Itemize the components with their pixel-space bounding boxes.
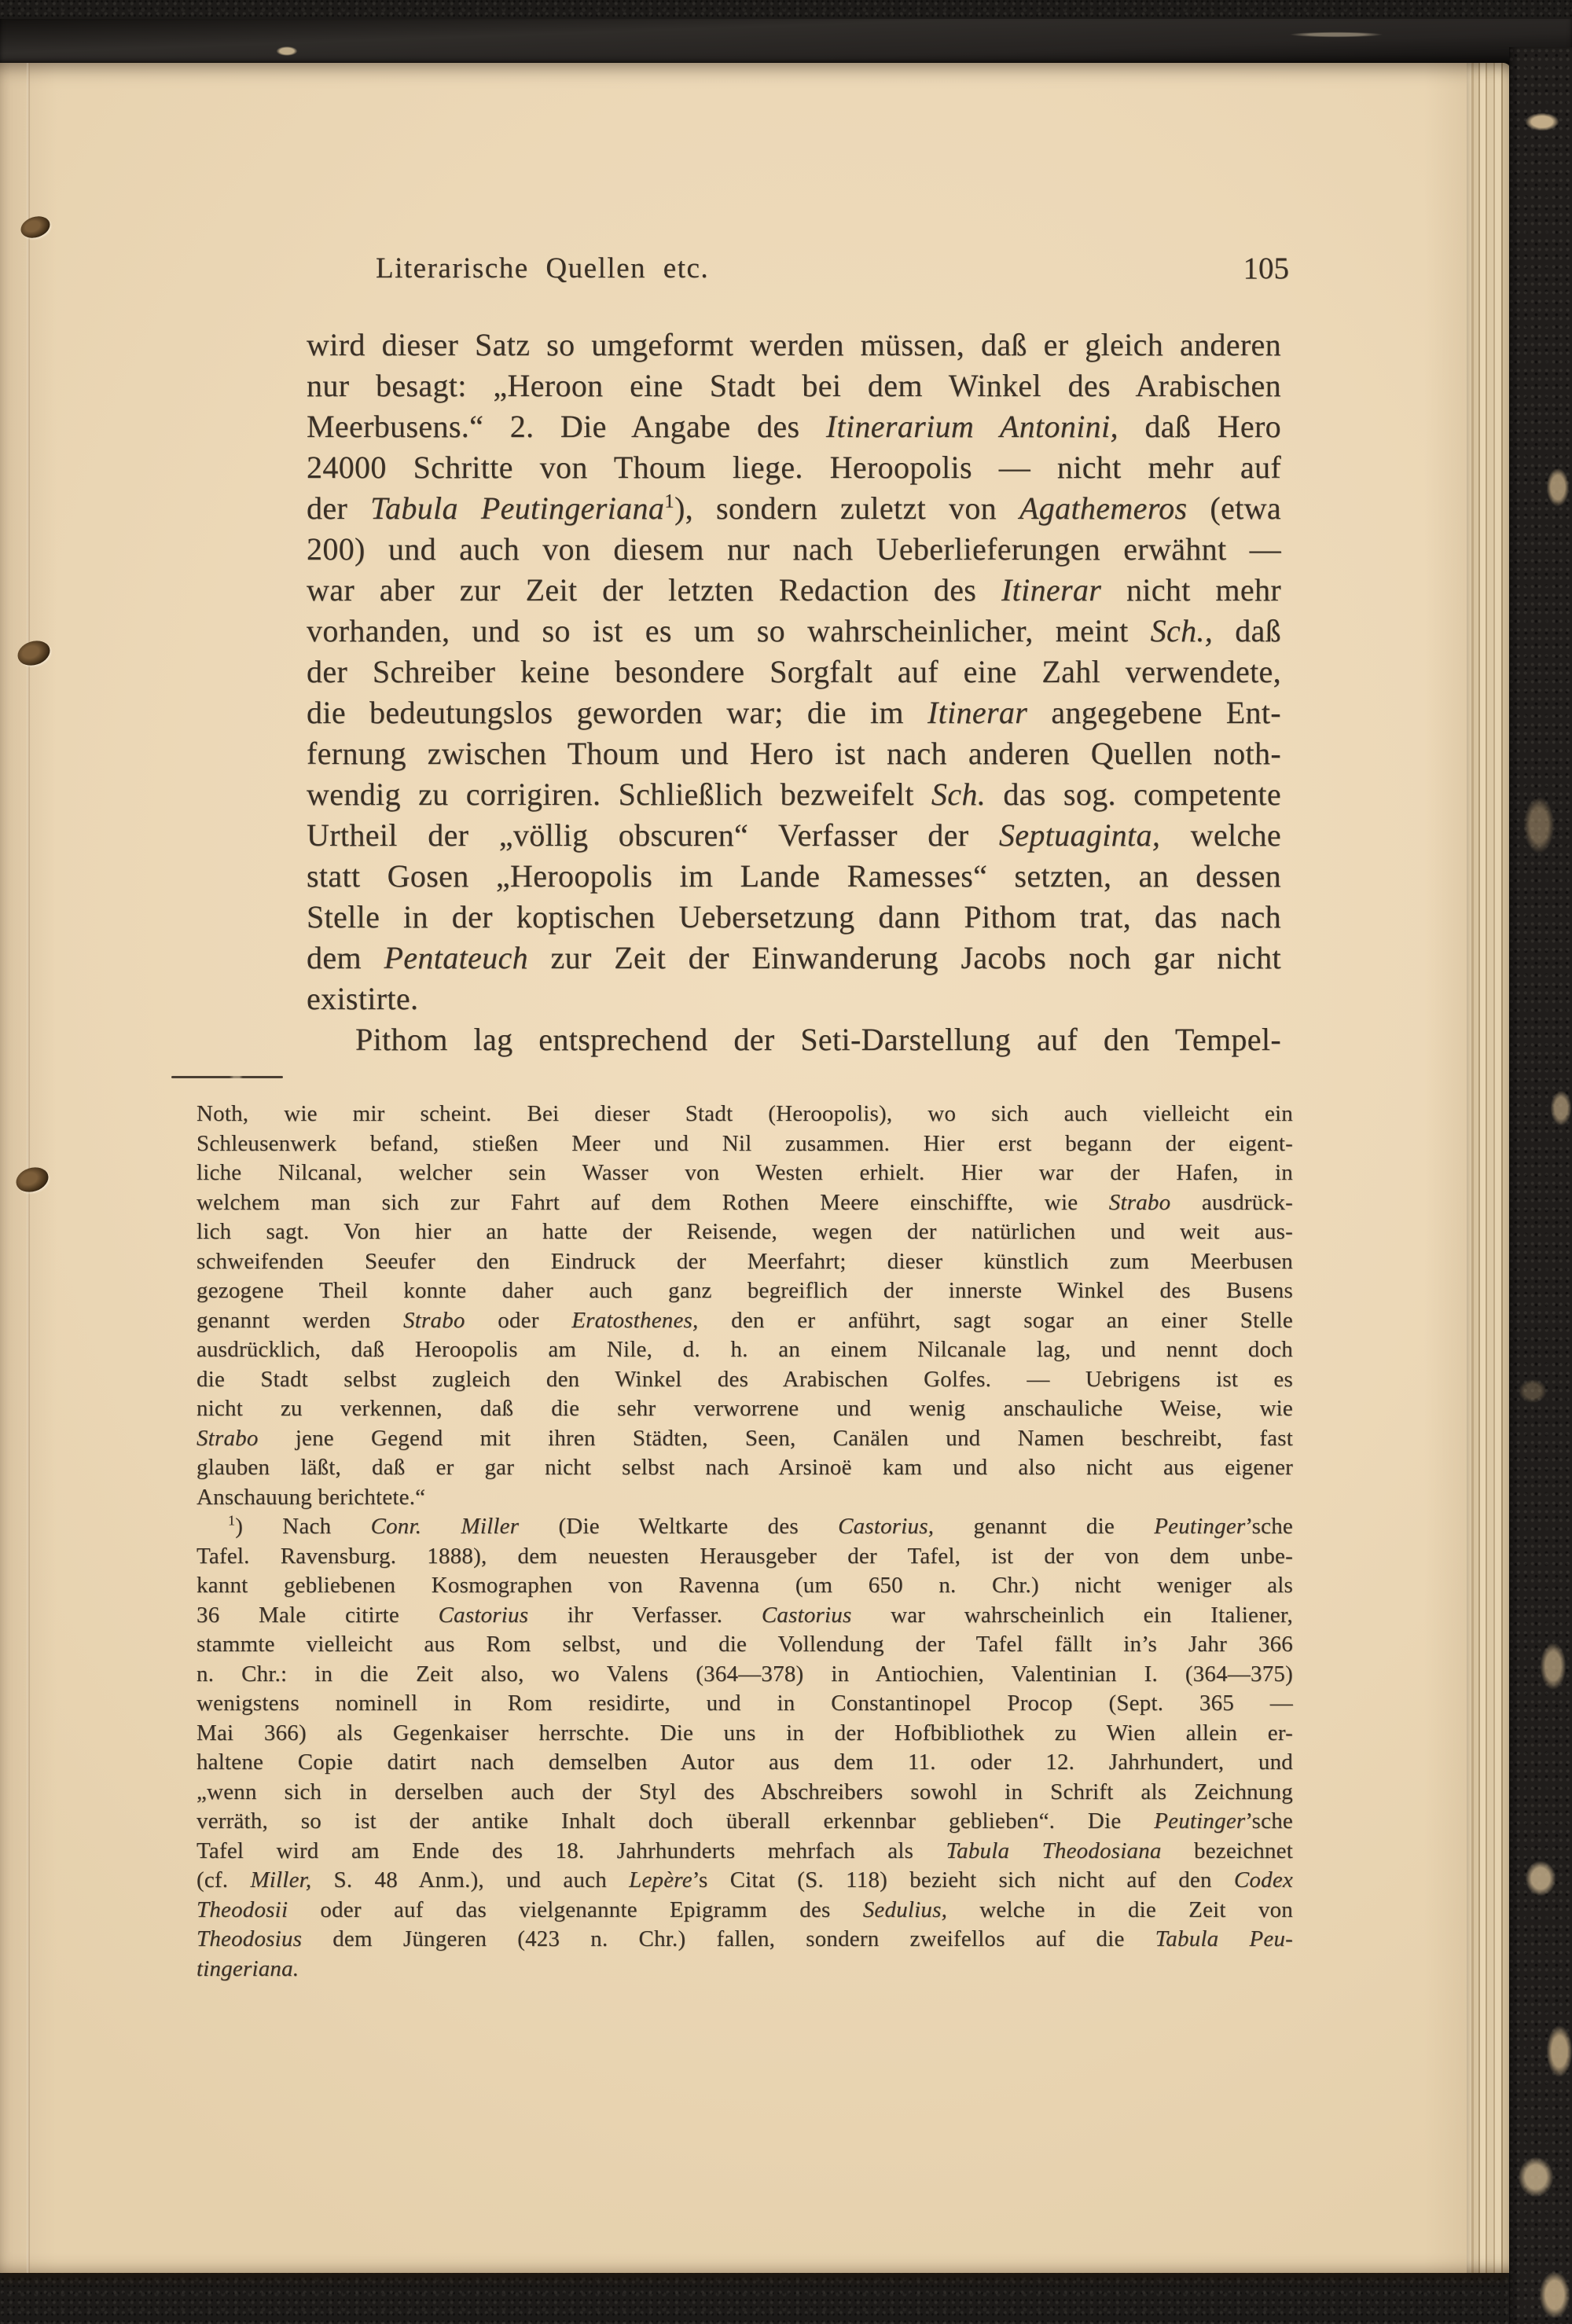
text-line: nur besagt: „Heroon eine Stadt bei dem Winkel des Arabischen [307,368,1281,403]
text-line: Anschauung berichtete.“ [196,1484,426,1510]
main-text [307,325,1281,1060]
text-line: wendig zu corrigiren. Schließlich bezweifelt Sch. das sog. competente [307,777,1281,812]
text-line: n. Chr.: in die Zeit also, wo Valens (364—378) in Antiochien, Valentinian I. (364—375) [196,1661,1293,1687]
text-line: Schleusenwerk befand, stießen Meer und Nil zusammen. Hier erst begann der eigent- [196,1130,1293,1156]
text-line: stammte vielleicht aus Rom selbst, und die Vollendung der Tafel fällt in’s Jahr 366 [196,1632,1293,1657]
text-line: nicht zu verkennen, daß die sehr verworrene und wenig anschauliche Weise, wie [196,1396,1293,1421]
text-line: Tafel. Ravensburg. 1888), dem neuesten Herausgeber der Tafel, ist der von dem unbe- [196,1543,1293,1569]
text-line: 24000 Schritte von Thoum liege. Heroopolis — nicht mehr auf [307,450,1281,485]
text-line: ausdrücklich, daß Heroopolis am Nile, d. h. an einem Nilcanale lag, und nennt doch [196,1337,1293,1362]
text-line: Theodosii oder auf das vielgenannte Epigramm des Sedulius, welche in die Zeit von [196,1896,1293,1922]
text-line: (cf. Miller, S. 48 Anm.), und auch Lepère’s Citat (S. 118) bezieht sich nicht auf den Codex [196,1867,1293,1893]
footnote-separator-rule [171,1076,283,1078]
footnote-text [196,1100,1293,1984]
book-page [0,63,1511,2273]
text-line: die Stadt selbst zugleich den Winkel des Arabischen Golfes. — Uebrigens ist es [196,1366,1293,1392]
text-line: die bedeutungslos geworden war; die im Itinerar angegebene Ent- [307,695,1281,730]
text-line: der Tabula Peutingeriana$^1$), sondern zuletzt von Agathemeros (etwa [307,490,1281,526]
text-line: Mai 366) als Gegenkaiser herrschte. Die uns in der Hofbibliothek zu Wien allein er- [196,1720,1293,1746]
text-line: haltene Copie datirt nach demselben Autor aus dem 11. oder 12. Jahrhundert, und [196,1749,1293,1775]
text-line: lich sagt. Von hier an hatte der Reisende, wegen der natürlichen und weit aus- [196,1219,1293,1244]
text-line: Theodosius dem Jüngeren (423 n. Chr.) fallen, sondern zweifellos auf die Tabula Peu- [196,1926,1294,1951]
stitch-hole [14,637,53,670]
text-line: Urtheil der „völlig obscuren“ Verfasser der Septuaginta, welche [307,817,1281,853]
text-line: vorhanden, und so ist es um so wahrscheinlicher, meint Sch., daß [307,613,1281,648]
text-line: Meerbusens.“ 2. Die Angabe des Itinerarium Antonini, daß Hero [307,409,1281,444]
text-line: Pithom lag entsprechend der Seti-Darstellung auf den Tempel- [355,1022,1281,1057]
text-line: 36 Male citirte Castorius ihr Verfasser. Castorius war wahrscheinlich ein Italiener, [196,1602,1293,1628]
text-line: tingeriana. [196,1955,299,1981]
book-cover-edge-band [0,19,1572,64]
page-number: 105 [1243,251,1289,285]
page-edge-stack [1467,63,1511,2273]
text-line: kannt gebliebenen Kosmographen von Ravenna (um 650 n. Chr.) nicht weniger als [196,1573,1293,1598]
text-line: wenigstens nominell in Rom residirte, und in Constantinopel Procop (Sept. 365 — [196,1691,1293,1716]
text-line: verräth, so ist der antike Inhalt doch überall erkennbar geblieben“. Die Peutinger’sche [196,1808,1293,1834]
text-line: fernung zwischen Thoum und Hero ist nach anderen Quellen noth- [307,736,1281,771]
text-line: welchem man sich zur Fahrt auf dem Rothen Meere einschiffte, wie Strabo ausdrück- [196,1189,1293,1215]
text-line: der Schreiber keine besondere Sorgfalt auf eine Zahl verwendete, [307,654,1281,689]
stitch-hole [18,213,53,241]
text-line: war aber zur Zeit der letzten Redaction des Itinerar nicht mehr [307,572,1281,608]
text-line: genannt werden Strabo oder Eratosthenes, den er anführt, sagt sogar an einer Stelle [196,1307,1293,1333]
text-line: „wenn sich in derselben auch der Styl des Abschreibers sowohl in Schrift als Zeichnung [196,1779,1293,1804]
text-line: existirte. [307,981,419,1016]
text-line: 200) und auch von diesem nur nach Ueberlieferungen erwähnt — [307,531,1281,567]
text-line: Tafel wird am Ende des 18. Jahrhunderts mehrfach als Tabula Theodosiana bezeichnet [196,1838,1293,1863]
text-line: wird dieser Satz so umgeformt werden müssen, daß er gleich anderen [307,327,1281,362]
page-title: Literarische Quellen etc. [376,252,710,285]
text-line: liche Nilcanal, welcher sein Wasser von Westen erhielt. Hier war der Hafen, in [196,1160,1293,1185]
marbled-cover-strip [1509,47,1572,2324]
running-head [0,251,1511,289]
text-line: statt Gosen „Heroopolis im Lande Ramesses“ setzten, an dessen [307,858,1281,894]
text-line: Stelle in der koptischen Uebersetzung dann Pithom trat, das nach [307,899,1281,934]
stitch-hole [13,1163,51,1196]
text-line: Strabo jene Gegend mit ihren Städten, Seen, Canälen und Namen beschreibt, fast [196,1425,1293,1451]
text-line: Noth, wie mir scheint. Bei dieser Stadt (Heroopolis), wo sich auch vielleicht ein [196,1101,1293,1126]
text-line: gezogene Theil konnte daher auch ganz begreiflich der innerste Winkel des Busens [196,1278,1293,1303]
text-line: $^1$) Nach Conr. Miller (Die Weltkarte des Castorius, genannt die Peutinger’sche [228,1512,1293,1539]
text-line: schweifenden Seeufer den Eindruck der Meerfahrt; dieser künstlich zum Meerbusen [196,1248,1293,1274]
text-line: glauben läßt, daß er gar nicht selbst nach Arsinoë kam und also nicht aus eigener [196,1455,1293,1480]
text-line: dem Pentateuch zur Zeit der Einwanderung Jacobs noch gar nicht [307,940,1281,975]
